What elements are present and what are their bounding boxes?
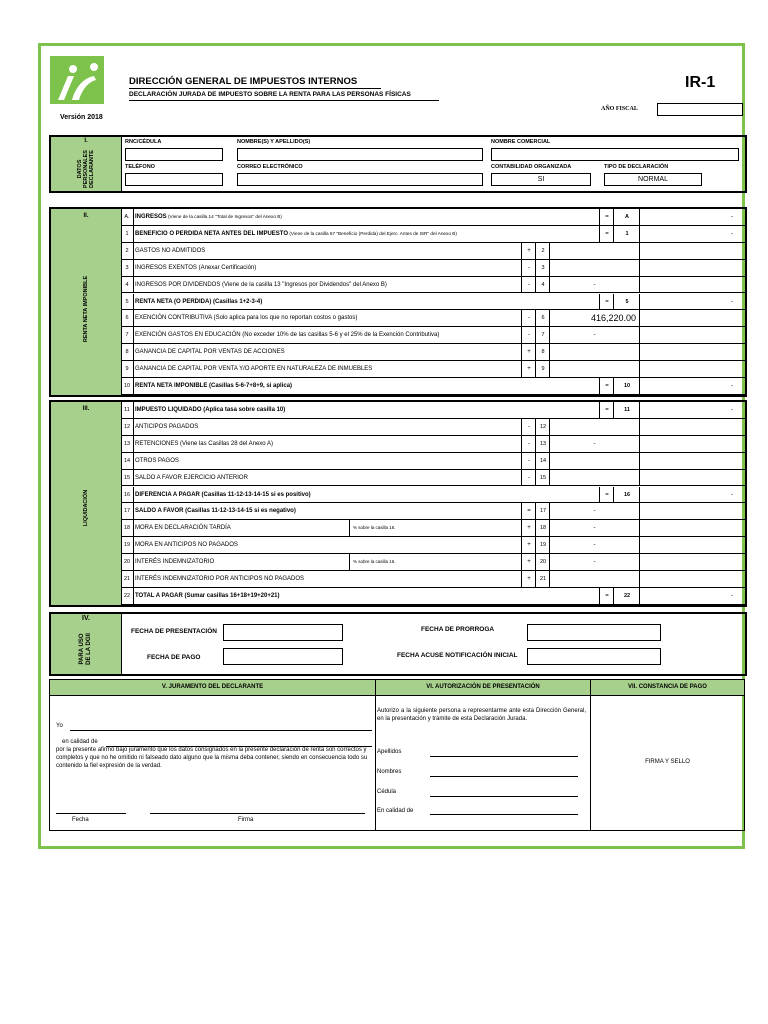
table-row [121, 209, 745, 226]
row-label-text: RENTA NETA (O PERDIDA) (Casillas 1+2-3-4) [135, 298, 263, 305]
row-label-text: GANANCIA DE CAPITAL POR VENTAS DE ACCIONES [135, 349, 285, 356]
header-subtitle: DECLARACIÓN JURADA DE IMPUESTO SOBRE LA RENTA PARA LAS PERSONAS FÍSICAS [129, 91, 411, 98]
row-operator: = [599, 487, 614, 503]
oath-date-line[interactable] [56, 813, 126, 814]
authorization-header: VI. AUTORIZACIÓN DE PRESENTACIÓN [376, 680, 591, 696]
row-label-text: DIFERENCIA A PAGAR (Casillas 11-12-13-14-15 si es positivo) [135, 491, 311, 498]
row-label [135, 378, 292, 394]
form-code: IR-1 [685, 74, 716, 91]
row-box-number: 12 [535, 419, 550, 435]
table-row [121, 260, 745, 277]
oath-name-line[interactable] [70, 730, 372, 731]
row-label [135, 470, 248, 486]
row-empty-cell [639, 436, 745, 452]
commercial-name-input[interactable] [491, 148, 739, 161]
oath-header: V. JURAMENTO DEL DECLARANTE [50, 680, 376, 696]
table-row [121, 436, 745, 453]
row-number: A. [121, 209, 134, 225]
row-box-number: 18 [535, 520, 550, 536]
section-number: IV. [82, 615, 90, 622]
row-empty-cell [639, 537, 745, 553]
row-box-number: 7 [535, 327, 550, 343]
table-row [121, 327, 745, 344]
table-row [121, 571, 745, 588]
row-empty-cell [639, 419, 745, 435]
row-operator: - [521, 419, 536, 435]
row-empty-cell [639, 453, 745, 469]
row-value[interactable] [549, 571, 639, 587]
row-operator: + [521, 344, 536, 360]
row-number: 10 [121, 378, 134, 394]
row-value[interactable]: - [549, 537, 639, 553]
row-value[interactable]: - [549, 520, 639, 536]
row-operator: = [599, 294, 614, 310]
row-label-text: EXENCIÓN CONTRIBUTIVA (Solo aplica para los que no reportan costos o gastos) [135, 315, 358, 322]
row-label [135, 537, 238, 553]
header-rule [129, 100, 439, 101]
row-number: 15 [121, 470, 134, 486]
row-box-number: 16 [613, 487, 640, 503]
section-side-label [51, 137, 122, 191]
row-operator: = [599, 226, 614, 242]
row-number: 1 [121, 226, 134, 242]
row-label [135, 226, 457, 242]
row-value[interactable]: - [549, 503, 639, 519]
section-signatures [49, 679, 745, 831]
presentation-date-input[interactable] [223, 624, 343, 641]
row-number: 12 [121, 419, 134, 435]
row-label [135, 310, 357, 326]
declaration-type-select[interactable]: NORMAL [604, 173, 702, 186]
table-row [121, 520, 745, 537]
table-row [121, 243, 745, 260]
surname-line[interactable] [430, 756, 578, 757]
row-label [135, 344, 285, 360]
row-box-number: A [613, 209, 640, 225]
row-number: 14 [121, 453, 134, 469]
row-number: 9 [121, 361, 134, 377]
row-number: 17 [121, 503, 134, 519]
row-label-text: INGRESOS POR DIVIDENDOS (Viene de la casilla 13 "Ingresos por Dividendos" del Anexo B) [135, 281, 387, 288]
payment-proof-header: VII. CONSTANCIA DE PAGO [591, 680, 744, 696]
row-value[interactable]: - [639, 209, 745, 225]
stamp-label: FIRMA Y SELLO [645, 759, 690, 765]
row-empty-cell [639, 361, 745, 377]
name-label: NOMBRE(S) Y APELLIDO(S) [237, 139, 311, 145]
notice-date-label: FECHA ACUSE NOTIFICACIÓN INICIAL [397, 652, 518, 659]
row-number: 13 [121, 436, 134, 452]
row-value[interactable] [549, 260, 639, 276]
oath-date-label: Fecha [72, 817, 89, 823]
row-label [135, 327, 439, 343]
row-label [135, 419, 198, 435]
row-label [135, 361, 372, 377]
row-value[interactable]: - [549, 327, 639, 343]
row-label [135, 436, 273, 452]
row-operator: + [521, 537, 536, 553]
id-line[interactable] [430, 796, 578, 797]
section-title: LIQUIDACIÓN [83, 489, 89, 527]
row-empty-cell [639, 470, 745, 486]
payment-date-input[interactable] [223, 648, 343, 665]
percent-note: % sobre la casilla 16. [349, 554, 493, 570]
row-box-number: 15 [535, 470, 550, 486]
row-operator: + [521, 520, 536, 536]
row-label-text: MORA EN DECLARACIÓN TARDÍA [135, 525, 231, 532]
section-side-label [51, 209, 122, 395]
extension-date-input[interactable] [527, 624, 661, 641]
section-taxable-income [49, 207, 747, 397]
column-divider [375, 695, 376, 830]
row-value[interactable] [549, 419, 639, 435]
row-label [135, 503, 296, 519]
notice-date-input[interactable] [527, 648, 661, 665]
auth-capacity-label: En calidad de [377, 808, 414, 814]
row-number: 3 [121, 260, 134, 276]
row-operator: + [521, 571, 536, 587]
row-label-text: RENTA NETA IMPONIBLE (Casillas 5-6-7+8+9, si aplica) [135, 383, 293, 389]
row-number: 22 [121, 588, 134, 604]
row-box-number: 5 [613, 294, 640, 310]
table-row [121, 277, 745, 294]
row-number: 5 [121, 294, 134, 310]
header-title: DIRECCIÓN GENERAL DE IMPUESTOS INTERNOS [129, 76, 358, 87]
row-box-number: 13 [535, 436, 550, 452]
row-operator: - [521, 277, 536, 293]
presentation-date-label: FECHA DE PRESENTACIÓN [131, 628, 217, 635]
row-label [135, 260, 256, 276]
row-number: 7 [121, 327, 134, 343]
percent-note: % sobre la casilla 16. [349, 520, 493, 536]
row-operator: + [521, 554, 536, 570]
table-row [121, 554, 745, 571]
section-title: RENTA NETA IMPONIBLE [83, 275, 89, 343]
auth-capacity-line[interactable] [430, 814, 578, 815]
dgii-logo [50, 56, 104, 104]
row-label [135, 554, 214, 570]
row-operator: - [521, 436, 536, 452]
table-row [121, 588, 745, 605]
table-row [121, 344, 745, 361]
row-box-number: 3 [535, 260, 550, 276]
row-box-number: 2 [535, 243, 550, 259]
row-empty-cell [639, 243, 745, 259]
row-box-number: 11 [613, 402, 640, 418]
fiscal-year-input[interactable] [657, 103, 743, 116]
commercial-name-label: NOMBRE COMERCIAL [491, 139, 551, 145]
row-number: 4 [121, 277, 134, 293]
row-label-text: OTROS PAGOS [135, 457, 179, 464]
row-label [135, 209, 282, 225]
row-label-text: ANTICIPOS PAGADOS [135, 423, 199, 430]
row-box-number: 8 [535, 344, 550, 360]
row-number: 11 [121, 402, 134, 418]
name-input[interactable] [237, 148, 483, 161]
rnc-input[interactable] [125, 148, 223, 161]
table-row [121, 310, 745, 327]
row-operator: - [521, 310, 536, 326]
table-row [121, 503, 745, 520]
section-number: III. [82, 406, 90, 412]
row-empty-cell [639, 520, 745, 536]
names-line[interactable] [430, 776, 578, 777]
row-box-number: 19 [535, 537, 550, 553]
row-operator: - [521, 453, 536, 469]
row-label-text: EXENCIÓN GASTOS EN EDUCACIÓN (No exceder 10% de las casillas 5-6 y el 25% de la Exención Contributiva) [135, 332, 440, 339]
row-label [135, 277, 387, 293]
phone-label: TELÉFONO [125, 164, 155, 170]
table-row [121, 537, 745, 554]
row-number: 21 [121, 571, 134, 587]
row-label-text: SALDO A FAVOR EJERCICIO ANTERIOR [135, 474, 248, 481]
row-label [135, 453, 179, 469]
row-empty-cell [639, 277, 745, 293]
row-box-number: 17 [535, 503, 550, 519]
row-value[interactable]: - [639, 226, 745, 242]
row-label-text: RETENCIONES (Viene las Casillas 28 del Anexo A) [135, 440, 273, 447]
rnc-label: RNC/CÉDULA [125, 139, 162, 145]
oath-capacity-label: en calidad de [62, 739, 98, 745]
row-box-number: 9 [535, 361, 550, 377]
row-empty-cell [639, 310, 745, 326]
row-label [135, 402, 285, 418]
table-row [121, 470, 745, 487]
row-value[interactable] [549, 243, 639, 259]
table-row [121, 487, 745, 504]
form-frame [38, 43, 745, 849]
row-value[interactable] [549, 470, 639, 486]
section-side-label [51, 402, 122, 605]
row-box-number: 20 [535, 554, 550, 570]
row-label-text: TOTAL A PAGAR (Sumar casillas 16+18+19+20+21) [135, 592, 280, 599]
table-row [121, 361, 745, 378]
section-settlement [49, 400, 747, 607]
row-label-text: INGRESOS [135, 214, 167, 220]
row-box-number: 4 [535, 277, 550, 293]
section-number: II. [83, 213, 89, 219]
row-label [135, 243, 205, 259]
row-label-text: IMPUESTO LIQUIDADO (Aplica tasa sobre casilla 10) [135, 407, 286, 413]
row-label [135, 294, 262, 310]
row-label-text: GASTOS NO ADMITIDOS [135, 247, 206, 254]
row-operator: + [521, 243, 536, 259]
row-box-number: 22 [613, 588, 640, 604]
row-operator: = [599, 402, 614, 418]
row-label [135, 588, 280, 604]
row-operator: - [521, 260, 536, 276]
payment-date-label: FECHA DE PAGO [147, 654, 201, 661]
row-operator: + [521, 361, 536, 377]
oath-text: por la presente afirmo bajo juramento que los datos consignados en la presente declaración de renta son correctos y completos y que no he omitido ni falseado dato alguno que la misma deba contener, siendo en consecuencia todo su contenido la fiel expresión de la verdad. [56, 747, 368, 769]
row-label [135, 487, 311, 503]
row-label [135, 520, 231, 536]
row-number: 18 [121, 520, 134, 536]
row-value[interactable]: 416,220.00 [549, 310, 639, 326]
row-value[interactable]: - [639, 402, 745, 418]
phone-input[interactable] [125, 173, 223, 186]
section-side-label [51, 614, 122, 674]
section-personal-data [49, 135, 747, 193]
row-value[interactable]: - [639, 294, 745, 310]
row-operator: = [599, 209, 614, 225]
row-label [135, 571, 304, 587]
authorization-text: Autorizo a la siguiente persona a representarme ante esta Dirección General, en la presentación y trámite de esta Declaración Jurada. [377, 708, 586, 722]
row-box-number: 1 [613, 226, 640, 242]
row-value[interactable]: - [639, 588, 745, 604]
row-label-text: INTERÉS INDEMNIZATORIO [135, 559, 215, 566]
row-value[interactable]: - [549, 436, 639, 452]
table-row [121, 294, 745, 311]
row-value[interactable]: - [639, 378, 745, 394]
row-value[interactable]: - [549, 277, 639, 293]
accounting-label: CONTABILIDAD ORGANIZADA [491, 164, 572, 170]
row-value[interactable] [549, 361, 639, 377]
row-box-number: 14 [535, 453, 550, 469]
row-box-number: 10 [613, 378, 640, 394]
row-label-text: MORA EN ANTICIPOS NO PAGADOS [135, 542, 238, 549]
oath-yo-label: Yo [56, 723, 63, 729]
oath-signature-label: Firma [238, 817, 254, 823]
id-label: Cédula [377, 789, 397, 795]
row-number: 8 [121, 344, 134, 360]
row-number: 20 [121, 554, 134, 570]
table-row [121, 453, 745, 470]
row-number: 2 [121, 243, 134, 259]
section-number: I. [84, 138, 88, 144]
row-number: 16 [121, 487, 134, 503]
declaration-type-label: TIPO DE DECLARACIÓN [604, 164, 669, 170]
table-row [121, 378, 745, 395]
row-operator: - [521, 470, 536, 486]
row-box-number: 6 [535, 310, 550, 326]
row-value[interactable] [549, 344, 639, 360]
section-title: DATOS PERSONALES DECLARANTE [77, 150, 95, 188]
email-input[interactable] [237, 173, 483, 186]
row-empty-cell [639, 327, 745, 343]
row-operator: = [599, 588, 614, 604]
row-number: 6 [121, 310, 134, 326]
row-label-text: INGRESOS EXENTOS (Anexar Certificación) [135, 264, 257, 271]
surname-label: Apellidos [377, 749, 402, 755]
email-label: CORREO ELECTRÓNICO [237, 164, 303, 170]
row-label-text: BENEFICIO O PERDIDA NETA ANTES DEL IMPUESTO [135, 230, 289, 237]
section-title: PARA USO DE LA DGII [79, 633, 92, 665]
header-rule [129, 88, 381, 89]
section-dgii-use [49, 612, 747, 676]
row-operator: = [521, 503, 536, 519]
row-empty-cell [639, 344, 745, 360]
table-row [121, 226, 745, 243]
row-value[interactable]: - [549, 554, 639, 570]
row-empty-cell [639, 260, 745, 276]
row-note: (Viene de la casilla 67 "Beneficio (Perdida) del Ejerc. Antes de ISR" del Anexo B) [288, 230, 457, 236]
row-operator: - [521, 327, 536, 343]
extension-date-label: FECHA DE PRORROGA [421, 626, 495, 633]
row-empty-cell [639, 554, 745, 570]
row-box-number: 21 [535, 571, 550, 587]
row-label-text: GANANCIA DE CAPITAL POR VENTA Y/O APORTE EN NATURALEZA DE INMUEBLES [135, 366, 373, 373]
row-label-text: SALDO A FAVOR (Casillas 11-12-13-14-15 si es negativo) [135, 508, 296, 515]
accounting-select[interactable]: SI [491, 173, 591, 186]
row-empty-cell [639, 503, 745, 519]
names-label: Nombres [377, 769, 402, 775]
table-row [121, 419, 745, 436]
row-note: (Viene de la casilla 14 "Total de Ingresos" del Anexo B) [166, 214, 282, 219]
table-row [121, 402, 745, 419]
oath-signature-line[interactable] [150, 813, 365, 814]
row-value[interactable] [549, 453, 639, 469]
row-number: 19 [121, 537, 134, 553]
row-label-text: INTERÉS INDEMNIZATORIO POR ANTICIPOS NO PAGADOS [135, 576, 305, 582]
fiscal-year-label: AÑO FISCAL [601, 106, 638, 112]
version-label: Versión 2018 [60, 114, 103, 121]
row-operator: = [599, 378, 614, 394]
row-value[interactable]: - [639, 487, 745, 503]
row-empty-cell [639, 571, 745, 587]
